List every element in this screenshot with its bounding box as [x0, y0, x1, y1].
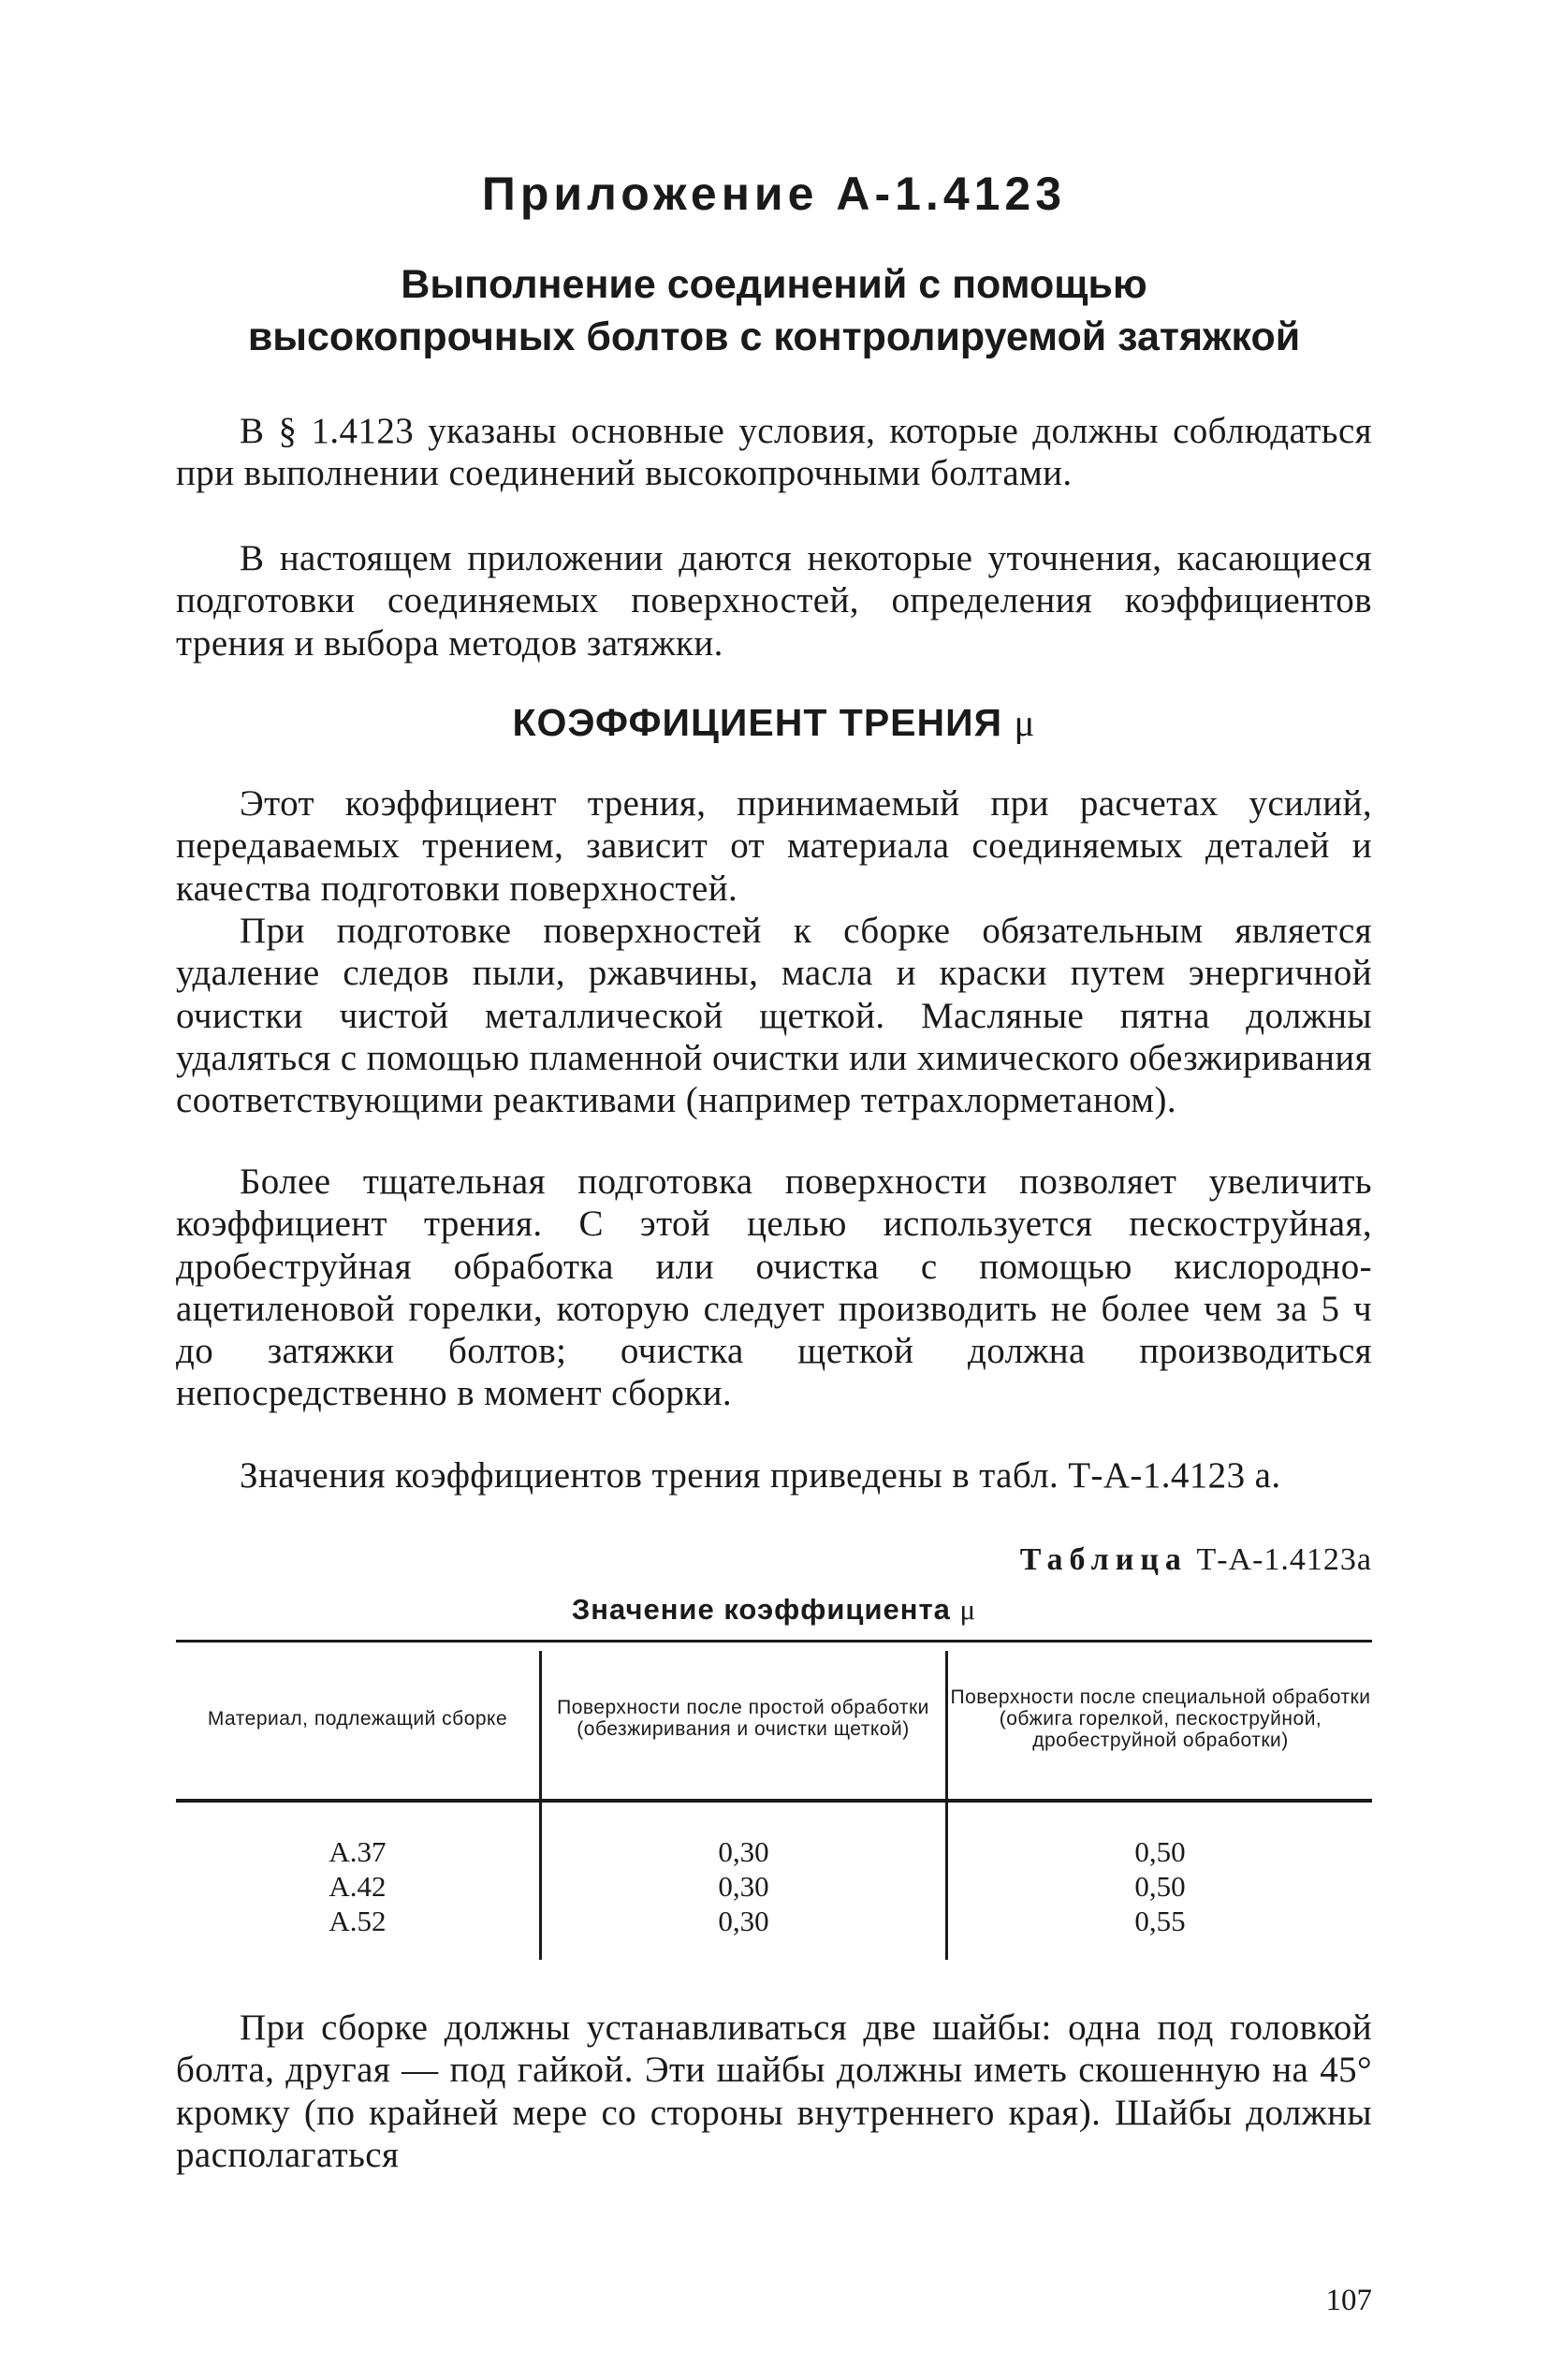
table-header-rule: [176, 1799, 1372, 1803]
table-cell: 0,30: [718, 1835, 769, 1868]
document-page: [176, 0, 1372, 2380]
subtitle: [176, 258, 1372, 363]
header-special-treatment: Поверхности после специальной обработки (обжига горелкой, пескоструйной, дробеструйной обработки): [950, 1686, 1371, 1751]
table-label-number: Т-А-1.4123а: [1196, 1542, 1372, 1577]
intro-paragraph-2: В настоящем приложении даются некоторые уточнения, касающиеся подготовки соединяемых поверхностей, определения коэффициентов трения и выбора методов затяжки.: [176, 538, 1372, 664]
table-caption-text: Значение коэффициента: [571, 1593, 951, 1626]
friction-table: [176, 1640, 1372, 1960]
table-cell: 0,50: [1134, 1870, 1186, 1903]
table-label-word: Таблица: [1019, 1542, 1188, 1577]
table-cell: 0,30: [718, 1905, 769, 1937]
column-material: [176, 1834, 539, 1938]
section-heading-text: КОЭФФИЦИЕНТ ТРЕНИЯ: [512, 701, 1003, 744]
subtitle-line-1: Выполнение соединений с помощью: [401, 262, 1147, 307]
header-simple-treatment: Поверхности после простой обработки (обезжиривания и очистки щеткой): [557, 1697, 929, 1740]
header-material: Материал, подлежащий сборке: [207, 1707, 508, 1730]
table-caption: [176, 1593, 1372, 1627]
section-heading: [176, 700, 1372, 745]
subtitle-line-2: высокопрочных болтов с контролируемой затяжкой: [247, 314, 1301, 359]
table-top-rule: [176, 1640, 1372, 1643]
section-paragraph-4: Значения коэффициентов трения приведены в табл. Т-А-1.4123 а.: [240, 1455, 1281, 1496]
section-paragraph-3: Более тщательная подготовка поверхности позволяет увеличить коэффициент трения. С этой целью используется пескоструйная, дробеструйная обработка или очистка с помощью кислородно-ацетиленовой горелки, которую следует производить не более чем за 5 ч до затяжки болтов; очистка щеткой должна производиться непосредственно в момент сборки.: [176, 1161, 1372, 1414]
table-cell: 0,50: [1134, 1835, 1186, 1868]
table-cell: А.42: [329, 1870, 387, 1903]
table-cell: 0,30: [718, 1870, 769, 1903]
page-number: 107: [1325, 2284, 1372, 2317]
section-paragraph-1: Этот коэффициент трения, принимаемый при расчетах усилий, передаваемых трением, зависит от материала соединяемых деталей и качества подготовки поверхностей.: [176, 783, 1372, 909]
intro-paragraph-1: В § 1.4123 указаны основные условия, которые должны соблюдаться при выполнении соединений высокопрочными болтами.: [176, 411, 1372, 494]
table-cell: А.52: [329, 1905, 387, 1937]
appendix-title: Приложение А-1.4123: [481, 168, 1067, 220]
table-label: [1020, 1542, 1372, 1578]
column-simple: [542, 1834, 945, 1938]
mu-symbol: μ: [1014, 701, 1036, 744]
table-cell: 0,55: [1134, 1905, 1186, 1937]
section-paragraph-2: При подготовке поверхностей к сборке обязательным является удаление следов пыли, ржавчины, масла и краски путем энергичной очистки чистой металлической щеткой. Масляные пятна должны удаляться с помощью пламенной очистки или химического обезжиривания соответствующими реактивами (например тетрахлорметаном).: [176, 911, 1372, 1121]
table-caption-symbol: μ: [959, 1593, 977, 1626]
column-special: [948, 1834, 1372, 1938]
closing-paragraph: При сборке должны устанавливаться две шайбы: одна под головкой болта, другая — под гайкой. Эти шайбы должны иметь скошенную на 45° кромку (по крайней мере со стороны внутреннего края). Шайбы должны располагаться: [176, 2008, 1372, 2175]
table-cell: А.37: [329, 1835, 387, 1868]
